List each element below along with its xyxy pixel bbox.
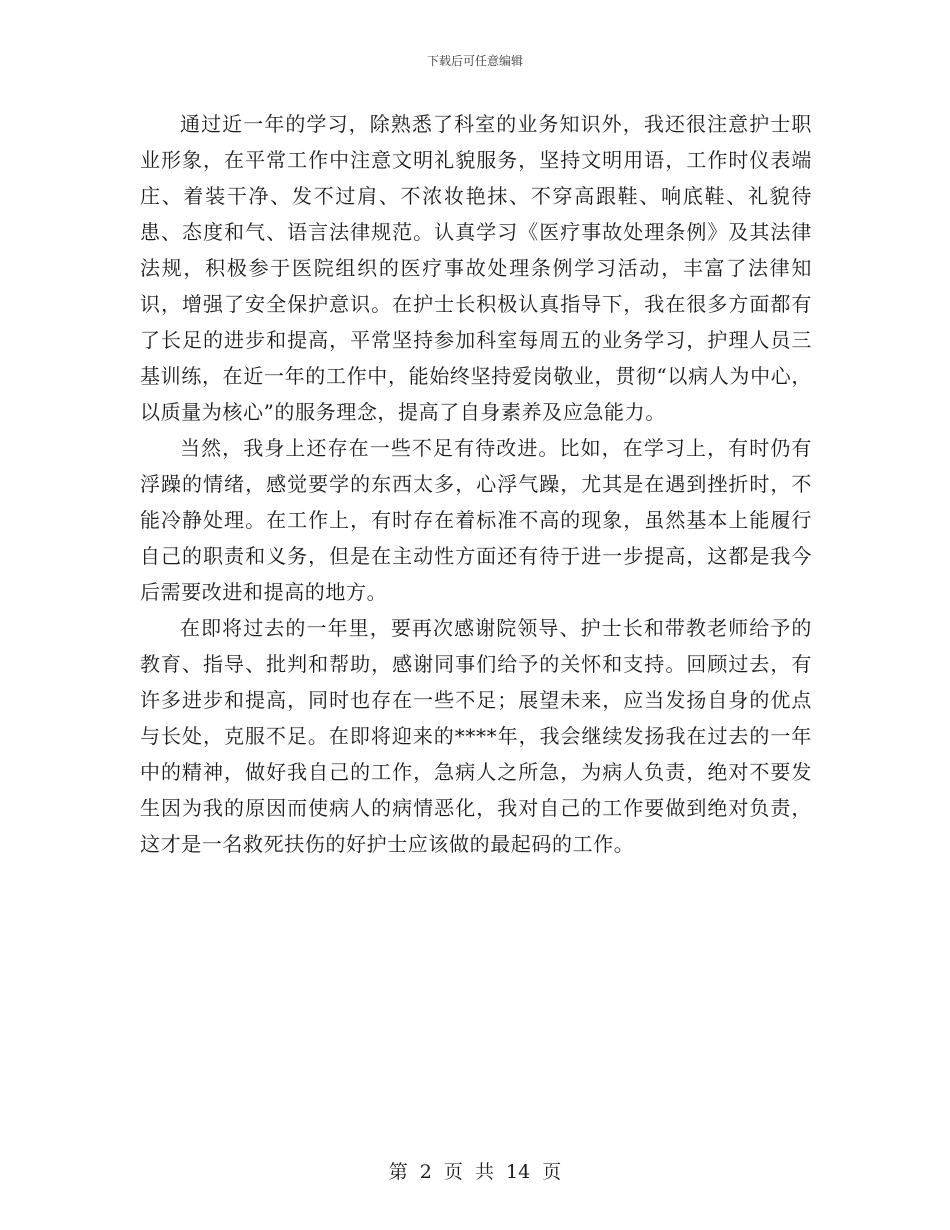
paragraph-3: 在即将过去的一年里，要再次感谢院领导、护士长和带教老师给予的教育、指导、批判和帮助，感谢同事们给予的关怀和支持。回顾过去，有许多进步和提高，同时也存在一些不足；展望未来，应当发扬自身的优点与长处，克服不足。在即将迎来的****年，我会继续发扬我在过去的一年中的精神，做好我自己的工作，急病人之所急，为病人负责，绝对不要发生因为我的原因而使病人的病情恶化，我对自己的工作要做到绝对负责，这才是一名救死扶伤的好护士应该做的最起码的工作。 [140, 616, 812, 856]
document-body [140, 106, 812, 862]
paragraph-2: 当然，我身上还存在一些不足有待改进。比如，在学习上，有时仍有浮躁的情绪，感觉要学的东西太多，心浮气躁，尤其是在遇到挫折时，不能冷静处理。在工作上，有时存在着标准不高的现象，虽然基本上能履行自己的职责和义务，但是在主动性方面还有待于进一步提高，这都是我今后需要改进和提高的地方。 [140, 436, 812, 604]
page-footer: 第 2 页 共 14 页 [388, 1161, 562, 1183]
paragraph-1: 通过近一年的学习，除熟悉了科室的业务知识外，我还很注意护士职业形象，在平常工作中注意文明礼貌服务，坚持文明用语，工作时仪表端庄、着装干净、发不过肩、不浓妆艳抹、不穿高跟鞋、响底鞋、礼貌待患、态度和气、语言法律规范。认真学习《医疗事故处理条例》及其法律法规，积极参于医院组织的医疗事故处理条例学习活动，丰富了法律知识，增强了安全保护意识。在护士长积极认真指导下，我在很多方面都有了长足的进步和提高，平常坚持参加科室每周五的业务学习，护理人员三基训练，在近一年的工作中，能始终坚持爱岗敬业，贯彻“以病人为中心，以质量为核心”的服务理念，提高了自身素养及应急能力。 [140, 112, 812, 424]
page-header: 下载后可任意编辑 [426, 54, 523, 68]
